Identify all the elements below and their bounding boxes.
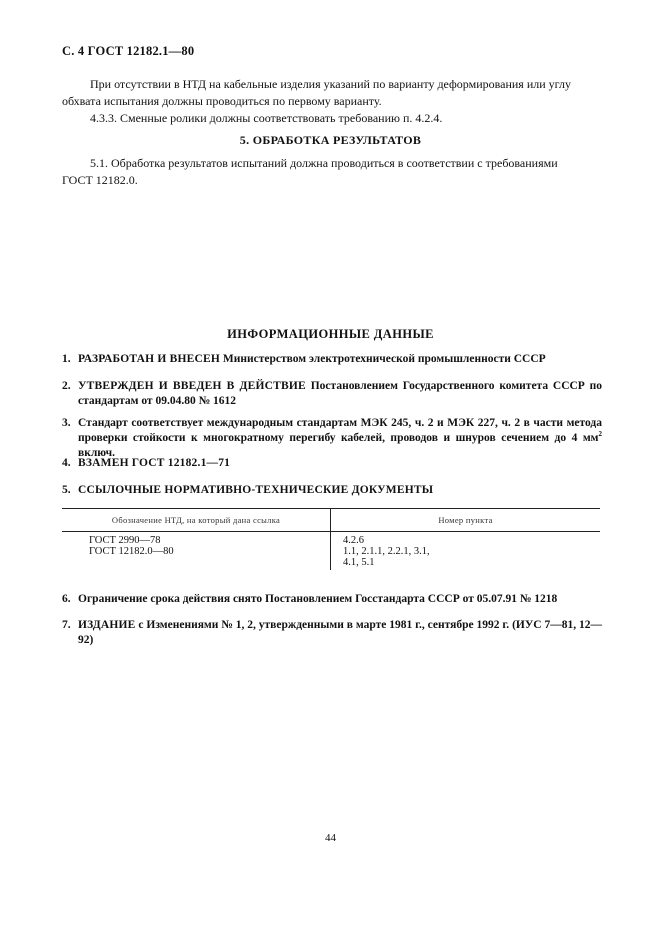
page-header: С. 4 ГОСТ 12182.1—80 (62, 44, 195, 58)
document-ref: ГОСТ 2990—78 (89, 535, 161, 546)
info-item-5 (62, 483, 602, 498)
table-row (62, 532, 600, 571)
page-number: 44 (325, 832, 336, 844)
item-number: 7. (62, 619, 71, 631)
table-header-cell: Обозначение НТД, на который дана ссылка (62, 509, 331, 532)
paragraph-line: При отсутствии в НТД на кабельные изделия указаний по варианту деформирования или углу (90, 77, 571, 91)
item-caps: РАЗРАБОТАН И ВНЕСЕН (78, 353, 221, 365)
reference-table (62, 508, 600, 570)
paragraph-variant-note (62, 76, 600, 110)
item-text: Стандарт соответствует международным стандартам МЭК 245, ч. 2 и МЭК 227, ч. 2 в части метода проверки стойкости к многократному перегибу кабелей, проводов и шнуров сечением до 4 мм (78, 417, 602, 444)
clause-ref: 4.2.6 (343, 535, 364, 546)
paragraph-line: обхвата испытания должны проводиться по первому варианту. (62, 94, 382, 108)
paragraph-line: ГОСТ 12182.0. (62, 173, 138, 187)
item-number: 6. (62, 593, 71, 605)
info-title: ИНФОРМАЦИОННЫЕ ДАННЫЕ (227, 327, 434, 341)
item-text: Ограничение срока действия снято Постановлением Госстандарта СССР от 05.07.91 № 1218 (78, 593, 558, 605)
item-caps: ССЫЛОЧНЫЕ НОРМАТИВНО-ТЕХНИЧЕСКИЕ ДОКУМЕНТЫ (78, 484, 434, 496)
item-number: 5. (62, 484, 71, 496)
info-item-7 (62, 618, 602, 648)
table-header-row (62, 509, 600, 532)
item-text: с Изменениями № 1, 2, утвержденными в марте 1981 г., сентябре 1992 г. (ИУС 7—81, 12—92) (78, 619, 602, 646)
table-cell-documents (62, 532, 331, 571)
paragraph-4-3-3 (90, 110, 600, 127)
paragraph-line: 5.1. Обработка результатов испытаний должна проводиться в соответствии с требованиями (90, 156, 558, 170)
clause-ref: 1.1, 2.1.1, 2.2.1, 3.1, (343, 546, 430, 557)
document-ref: ГОСТ 12182.0—80 (89, 546, 174, 557)
paragraph-line: 4.3.3. Сменные ролики должны соответствовать требованию п. 4.2.4. (90, 111, 443, 125)
info-item-1 (62, 352, 602, 367)
info-item-4 (62, 456, 602, 471)
item-number: 2. (62, 380, 71, 392)
table-cell-clauses (331, 532, 601, 571)
item-caps: ВЗАМЕН ГОСТ 12182.1—71 (78, 457, 231, 469)
info-item-3 (62, 416, 602, 461)
info-item-6 (62, 592, 602, 607)
item-caps: ИЗДАНИЕ (78, 619, 136, 631)
item-number: 3. (62, 417, 71, 429)
item-number: 4. (62, 457, 71, 469)
item-text: Постановлением Государственного комитета СССР по стандартам от 09.04.80 № 1612 (78, 380, 603, 407)
paragraph-5-1 (62, 155, 600, 189)
superscript: 2 (598, 430, 602, 439)
item-number: 1. (62, 353, 71, 365)
item-text: Министерством электротехнической промышленности СССР (222, 353, 546, 365)
clause-ref: 4.1, 5.1 (343, 557, 375, 568)
section-title: 5. ОБРАБОТКА РЕЗУЛЬТАТОВ (239, 133, 422, 147)
item-text-end: включ. (78, 447, 115, 459)
info-item-2 (62, 379, 602, 409)
table-header-cell: Номер пункта (331, 509, 601, 532)
item-caps: УТВЕРЖДЕН И ВВЕДЕН В ДЕЙСТВИЕ (78, 380, 306, 392)
